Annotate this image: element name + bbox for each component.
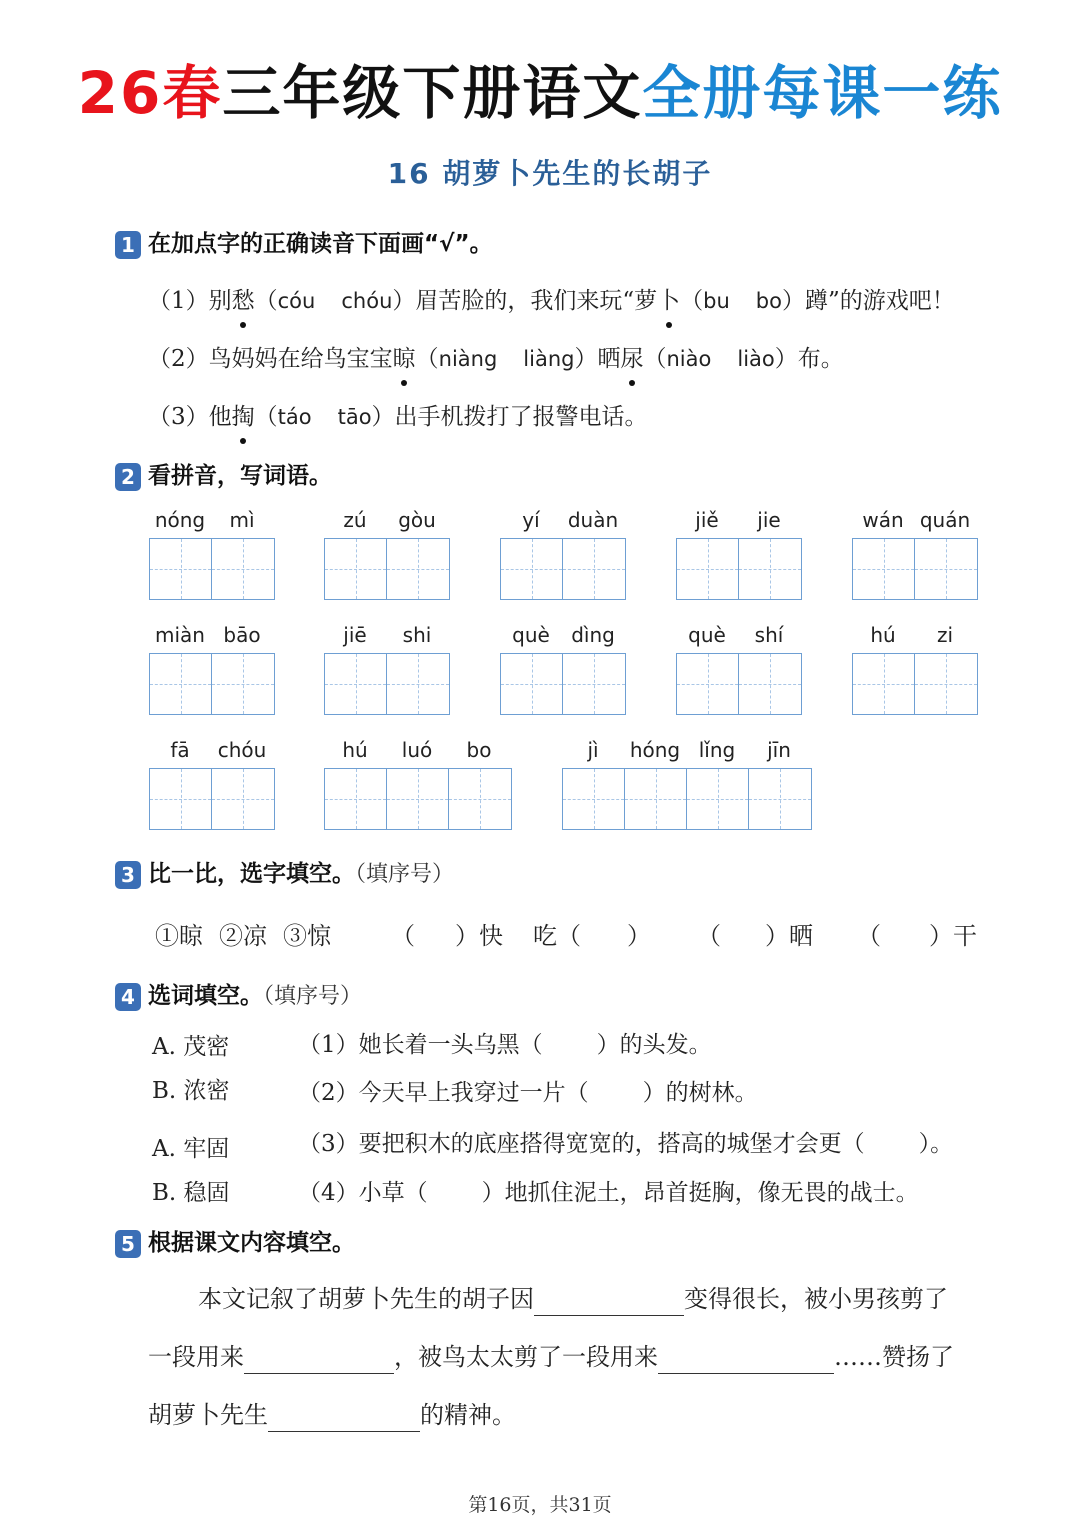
tianzige-box-row [324,653,450,715]
q2-heading [115,461,332,491]
q1-number-badge: 1 [115,231,141,259]
writing-cell[interactable] [387,539,449,599]
pinyin-syllable: jie [757,508,781,532]
sentence-text: ）的树林。 [642,1080,758,1106]
passage-text: ……赞扬了 [834,1343,954,1371]
pinyin-word-group [500,623,624,653]
writing-cell[interactable] [563,654,625,714]
pinyin-syllable: shi [402,623,432,647]
pinyin-option[interactable]: bu [703,289,730,313]
writing-cell[interactable] [325,539,387,599]
dotted-char: 晾 [393,342,416,376]
q1-item-3-text: ）出手机拨打了报警电话。 [371,404,648,430]
pinyin-syllable: yí [522,508,540,532]
pinyin-row [852,623,976,653]
pinyin-syllable: lǐng [698,738,736,762]
title-part-series: 全册每课一练 [642,59,1003,127]
pinyin-row [852,508,976,538]
paren-open: （ [680,288,704,314]
pinyin-row [676,508,800,538]
writing-cell[interactable] [749,769,811,829]
lesson-title: 16 胡萝卜先生的长胡子 [387,157,713,190]
q5-heading [115,1228,355,1258]
fill-blank-suffix: ）干 [929,922,977,950]
q3-note: （填序号） [355,862,455,887]
pinyin-option[interactable]: liàng [523,347,575,371]
passage-text: ，被鸟太太剪了一段用来 [394,1343,658,1371]
tianzige-box-row [852,653,978,715]
pinyin-syllable: miàn [155,623,205,647]
writing-cell[interactable] [915,654,977,714]
q5-heading-text: 根据课文内容填空。 [148,1230,355,1256]
pinyin-row [324,623,448,653]
passage-text: 胡萝卜先生 [148,1401,268,1429]
fill-blank-suffix: ） [627,922,651,950]
pinyin-word-group [852,623,976,653]
pinyin-syllable: dìng [571,623,615,647]
pinyin-syllable: bo [466,738,492,762]
fill-blank[interactable] [244,1343,394,1374]
tianzige-box-row [500,653,626,715]
q4-note: （填序号） [263,984,363,1009]
q1-item-1-text: （1）别 [148,288,232,314]
writing-cell[interactable] [150,539,212,599]
fill-blank[interactable] [268,1401,420,1432]
fill-blank[interactable]: 吃（ [533,922,581,950]
pinyin-word-group [149,738,273,768]
pinyin-syllable: jiē [343,623,367,647]
passage-text: 变得很长，被小男孩剪了 [684,1285,948,1313]
pinyin-syllable: duàn [567,508,619,532]
paren-open: （ [254,404,278,430]
writing-cell[interactable] [501,654,563,714]
pinyin-syllable: luó [401,738,433,762]
word-option-a: A. 茂密 [152,1034,230,1060]
sentence-text: （3）要把积木的底座搭得宽宽的，搭高的城堡才会更（ [298,1131,865,1157]
pinyin-syllable: zi [936,623,954,647]
q1-item-2-text: （2）鸟妈妈在给鸟宝宝 [148,346,393,372]
pinyin-row [500,623,624,653]
sentence-text: ）的头发。 [596,1032,712,1058]
writing-cell[interactable] [150,654,212,714]
writing-cell[interactable] [687,769,749,829]
pinyin-syllable: què [688,623,726,647]
pinyin-option[interactable]: tāo [337,405,372,429]
writing-cell[interactable] [212,539,274,599]
pinyin-option[interactable]: niào [666,347,712,371]
pinyin-row [562,738,810,768]
option-2: ②凉 [219,922,267,950]
dotted-char: 愁 [232,284,255,318]
sentence-text: （1）她长着一头乌黑（ [298,1032,543,1058]
q4-sentence-1 [298,1028,712,1062]
tianzige-box-row [676,538,802,600]
q4-heading [115,981,362,1012]
tianzige-box-row [676,653,802,715]
pinyin-option[interactable]: chóu [341,289,393,313]
pinyin-row [676,623,800,653]
pinyin-word-group [500,508,624,538]
pinyin-syllable: jiě [695,508,719,532]
q4-number-badge: 4 [115,983,141,1011]
pinyin-syllable: jì [587,738,599,762]
writing-cell[interactable] [915,539,977,599]
pinyin-row [324,738,510,768]
writing-cell[interactable] [325,654,387,714]
passage-text: 的精神。 [420,1401,516,1429]
passage-text: 一段用来 [148,1343,244,1371]
sentence-text: （2）今天早上我穿过一片（ [298,1080,589,1106]
dotted-char: 卜 [657,284,680,318]
pinyin-syllable: jīn [767,738,791,762]
pinyin-syllable: hú [870,623,896,647]
pinyin-syllable: nóng [154,508,206,532]
word-option-a: A. 牢固 [152,1136,230,1162]
sentence-text: ）。 [918,1131,954,1157]
fill-blank[interactable]: （ [857,922,881,950]
writing-cell[interactable] [853,539,915,599]
q2-number-badge: 2 [115,463,141,491]
writing-cell[interactable] [325,769,387,829]
option-3: ③惊 [283,922,331,950]
q1-item-1-text: ）眉苦脸的，我们来玩“萝 [392,288,658,314]
writing-cell[interactable] [212,654,274,714]
fill-blank-suffix: ）快 [455,922,503,950]
pinyin-syllable: shí [754,623,784,647]
writing-cell[interactable] [739,539,801,599]
tianzige-box-row [852,538,978,600]
writing-cell[interactable] [212,769,274,829]
page-title [0,58,1080,128]
word-option-b: B. 稳固 [152,1180,230,1206]
fill-blank[interactable]: （ [391,922,415,950]
pinyin-option[interactable]: niàng [438,347,498,371]
q5-line-2 [148,1340,954,1374]
pinyin-option[interactable]: liào [737,347,775,371]
writing-cell[interactable] [677,539,739,599]
pinyin-syllable: gòu [398,508,436,532]
fill-blank-suffix: ）晒 [765,922,813,950]
writing-cell[interactable] [677,654,739,714]
q3-line [155,919,977,953]
paren-open: （ [415,346,439,372]
tianzige-box-row [149,538,275,600]
q3-number-badge: 3 [115,861,141,889]
q1-item-1-text: ）蹲”的游戏吧！ [781,288,955,314]
pinyin-word-group [852,508,976,538]
pinyin-syllable: zú [343,508,367,532]
pinyin-word-group [676,623,800,653]
q5-line-1 [198,1282,948,1316]
writing-cell[interactable] [739,654,801,714]
q1-heading-text: 在加点字的正确读音下面画“√”。 [148,231,493,257]
writing-cell[interactable] [501,539,563,599]
q4-sentence-3 [298,1127,953,1161]
pinyin-word-group [324,623,448,653]
tianzige-box-row [562,768,812,830]
tianzige-box-row [149,653,275,715]
pinyin-syllable: wán [862,508,904,532]
q1-item-2-text: ）晒 [574,346,621,372]
q1-item-2-text: ）布。 [774,346,844,372]
pinyin-syllable: chóu [217,738,267,762]
paren-open: （ [254,288,278,314]
pinyin-row [324,508,448,538]
tianzige-box-row [500,538,626,600]
q4-sentence-4 [298,1176,919,1210]
tianzige-box-row [149,768,275,830]
paren-open: （ [643,346,667,372]
q4-heading-text: 选词填空。 [148,983,263,1009]
pinyin-row [149,623,273,653]
q1-item-1 [148,284,955,318]
dotted-char: 掏 [232,400,255,434]
q1-heading [115,229,493,259]
writing-cell[interactable] [449,769,511,829]
q3-heading-text: 比一比，选字填空。 [148,861,355,887]
dotted-char: 尿 [620,342,643,376]
pinyin-syllable: hú [342,738,368,762]
title-part-year: 26春 [77,59,223,127]
q1-item-2 [148,342,844,376]
fill-blank[interactable] [658,1343,834,1374]
writing-cell[interactable] [563,769,625,829]
pinyin-syllable: bāo [223,623,261,647]
pinyin-word-group [149,623,273,653]
writing-cell[interactable] [625,769,687,829]
q4-sentence-2 [298,1076,758,1110]
fill-blank[interactable]: （ [697,922,721,950]
pinyin-syllable: hóng [629,738,681,762]
page-number-footer: 第16页，共31页 [468,1494,612,1516]
q1-item-3-text: （3）他 [148,404,232,430]
pinyin-syllable: quán [919,508,971,532]
passage-text: 本文记叙了胡萝卜先生的胡子因 [198,1285,534,1313]
q3-heading [115,859,454,890]
writing-cell[interactable] [150,769,212,829]
pinyin-syllable: mì [229,508,255,532]
q5-line-3 [148,1398,516,1432]
pinyin-word-group [149,508,273,538]
pinyin-row [500,508,624,538]
option-1: ①晾 [155,922,203,950]
sentence-text: （4）小草（ [298,1180,428,1206]
q2-heading-text: 看拼音，写词语。 [148,463,332,489]
pinyin-option[interactable]: táo [277,405,312,429]
pinyin-syllable: què [512,623,550,647]
writing-cell[interactable] [563,539,625,599]
fill-blank[interactable] [534,1285,684,1316]
pinyin-row [149,738,273,768]
pinyin-word-group [676,508,800,538]
q1-item-3 [148,400,648,434]
writing-cell[interactable] [387,769,449,829]
title-part-grade: 三年级下册语文 [222,59,643,127]
pinyin-row [149,508,273,538]
tianzige-box-row [324,538,450,600]
pinyin-word-group [562,738,810,768]
sentence-text: ）地抓住泥土，昂首挺胸，像无畏的战士。 [481,1180,919,1206]
q5-number-badge: 5 [115,1230,141,1258]
pinyin-word-group [324,738,510,768]
tianzige-box-row [324,768,512,830]
pinyin-word-group [324,508,448,538]
word-option-b: B. 浓密 [152,1078,230,1104]
pinyin-option[interactable]: bo [755,289,782,313]
writing-cell[interactable] [387,654,449,714]
pinyin-option[interactable]: cóu [277,289,316,313]
pinyin-syllable: fā [170,738,190,762]
writing-cell[interactable] [853,654,915,714]
